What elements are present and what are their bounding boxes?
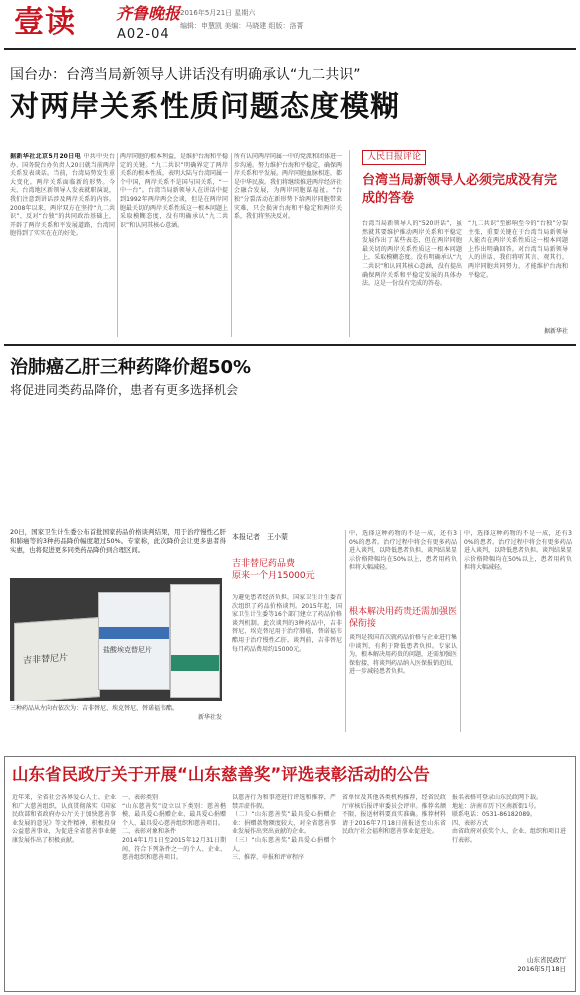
photo-caption-text: 三种药品从左向右依次为：吉非替尼、埃克替尼、替诺福韦酯。 (10, 705, 179, 712)
notice-col4: 省单位及其他各类机构推荐，经省民政厅审核后报评审委员会评审。推荐名额不限，报送材料要真实准确。推荐材料请于2016年7月18日前报送至山东省民政厅社会福利和慈善事业促进处。 (342, 794, 446, 836)
drug-box-2 (98, 592, 170, 690)
side-body: 谈判是我国首次就药品价格与企业进行集中谈判，有利于降低患者负担。专家认为，根本解决用药贵的问题，还需加强医保衔接，将谈判药品纳入医保报销范围，进一步减轻患者负担。 (349, 634, 457, 676)
notice-col3: 以慈善行为和事迹进行评选和推荐，严禁弄虚作假。 （二）“山东慈善奖”最具爱心捐赠企业：捐赠款物额度较大，对全省慈善事业发展作出突出贡献的企业。 （三）“山东慈善奖”最具爱心捐赠个人。 三、推荐、申报和评审程序 (232, 794, 336, 862)
health-body-side-top: 中，选择这种药物的不是一成，还有30%的患者。治疗过程中将会有更多药品进入谈判，以降低患者负担。谈判结果显示价格降幅均在50%以上，患者用药负担将大幅减轻。 (349, 530, 457, 572)
commentary-box (349, 150, 574, 337)
lead-body-col2: 两岸同胞的根本利益，是维护台海和平稳定的关键。“九二共识”明确界定了两岸关系的根本性质，表明大陆与台湾同属一个中国，两岸关系不是国与国关系，“一中一台”。台湾当局新领导人在讲话中提到1992年两岸两会会谈，但是在两岸同胞最关切的两岸关系性质这一根本问题上采取模糊态度，没有明确承认“九二共识”和认同其核心意涵。 (120, 153, 228, 229)
health-body-mid: 为避免患者经济负担，国家卫生计生委首次组织了药品价格谈判。2015年起，国家卫生计生委等16个部门建立了药品价格谈判机制。此次谈判的3种药品中，吉非替尼、埃克替尼用于治疗肺癌，替诺福韦酯用于治疗慢性乙肝。谈判前，吉非替尼每月药品费用约15000元。 (232, 594, 342, 653)
lead-body-col3: 所有认同两岸同属一中的党派和团体进一步沟通。努力维护台海和平稳定，确保两岸关系和平发展。两岸同胞血脉相连，都是中华民族。我们将继续推进两岸经济社会融合发展，为两岸同胞谋福祉。“台独”分裂活动在新形势下给两岸同胞带来灾难，只会损害台海和平稳定和两岸关系，我们将坚决反对。 (234, 153, 342, 221)
commentary-headline: 台湾当局新领导人必须完成没有完成的答卷 (362, 173, 558, 206)
lead-dateline: 据新华社北京5月20日电 (10, 153, 82, 160)
section-title: 壹读 (14, 5, 76, 40)
drug-note-value: 原来一个月15000元 (232, 571, 315, 581)
signature-date: 2016年5月18日 (517, 965, 566, 973)
health-intro: 20日，国家卫生计生委公布首批国家药品价格谈判结果，用于治疗慢性乙肝和肺癌等的3种药品降价幅度超过50%。专家称，此次降价会让更多患者得实惠，也将促进更多同类药品降价到合理区间。 (10, 528, 226, 554)
notice-col2: 一、表彰类别 “山东慈善奖”设立以下类别：慈善楷模、最具爱心捐赠企业、最具爱心捐赠个人、最具爱心慈善组织和慈善项目。 二、表彰对象和条件 2014年1月1日至2015年12月31日期间，符合下列条件之一的个人、企业、慈善组织和慈善项目。 (122, 794, 226, 862)
photo-credit: 新华社发 (197, 714, 222, 721)
commentary-tag: 人民日报评论 (362, 150, 426, 165)
divider (4, 48, 576, 50)
notice-col5: 报名表格可登录山东民政网下载。 地址：济南市历下区南新街1号。 联系电话：0531-86182089。 四、表彰方式 由省政府对获奖个人、企业、组织和项目进行表彰。 (452, 794, 566, 844)
notice-signature (452, 956, 566, 974)
notice-col1: 近年来，全省社会各界爱心人士、企业和广大慈善组织，认真贯彻落实《国家民政部和省政府办公厅关于加快慈善事业发展的意见》等文件精神，积极投身公益慈善事业，为促进全省慈善事业健康发展作出了积极贡献。 (12, 794, 116, 844)
notice-headline: 山东省民政厅关于开展“山东慈善奖”评选表彰活动的公告 (12, 765, 430, 784)
signature-org: 山东省民政厅 (527, 956, 566, 964)
drug-note-title: 吉非替尼药品费 (232, 559, 296, 569)
lead-headline: 对两岸关系性质问题态度模糊 (10, 89, 401, 123)
column-rule (345, 530, 346, 732)
page-number: A02-04 (117, 27, 170, 42)
drug-note (232, 558, 342, 582)
lead-kicker: 国台办：台湾当局新领导人讲话没有明确承认“九二共识” (10, 67, 361, 83)
drug-box-2-label: 盐酸埃克替尼片 (103, 646, 152, 654)
side-title: 根本解决用药贵还需加强医保衔接 (349, 607, 458, 629)
column-rule (231, 153, 232, 337)
drug-box-1 (14, 617, 100, 701)
health-body-right: 中，选择这种药物的不是一成，还有30%的患者。治疗过程中将会有更多药品进入谈判，以降低患者负担。谈判结果显示价格降幅均在50%以上，患者用药负担将大幅减轻。 (464, 530, 572, 572)
drug-box-1-label: 吉非替尼片 (23, 653, 69, 667)
photo-caption (10, 704, 222, 722)
reporter-byline: 本报记者 王小蒙 (232, 533, 288, 541)
drug-box-2-stripe (99, 627, 169, 639)
lead-intro (10, 153, 115, 337)
commentary-body-col2: “九二共识”至影响至今的“台独”分裂主张，重要关键在于台湾当局新领导人能否在两岸关系性质这一根本问题上作出明确回答。对台湾当局新领导人的讲话，我们将听其言、观其行。两岸同胞共同努力，才能维护台海和平稳定。 (468, 220, 568, 279)
column-rule (460, 530, 461, 732)
lead-body-col1: 中共中央台办、国务院台办负责人20日就当前两岸关系发表谈话。当前，台湾局势发生重大变化。两岸关系面临新的形势。今天，台湾地区新领导人发表就职演说，我们注意到讲话涉及两岸关系的内容。2008年以来，两岸双方在坚持“九二共识”、反对“台独”的共同政治基础上，开辟了两岸关系和平发展道路，台湾同胞得到了实实在在的好处。 (10, 153, 115, 238)
drug-box-3 (170, 584, 220, 698)
masthead (4, 3, 576, 47)
commentary-source: 据新华社 (543, 328, 568, 335)
drug-box-3-band (171, 655, 219, 671)
drug-photo (10, 578, 222, 701)
date-line: 2016年5月21日 星期六 (180, 9, 256, 17)
health-subhead: 将促进同类药品降价，患者有更多选择机会 (10, 383, 239, 397)
health-headline: 治肺癌乙肝三种药降价超50% (10, 357, 252, 378)
commentary-body-col1: 台湾当局新领导人的“520讲话”，虽然就其要维护推动两岸关系和平稳定发展作出了某些表态，但在两岸同胞最关切的两岸关系性质这一根本问题上，采取模糊态度。没有明确承认“九二共识”和认同其核心意涵，没有提出确保两岸关系和平稳定发展的具体办法。这是一份没有完成的答卷。 (362, 220, 462, 288)
divider (4, 344, 576, 346)
staff-line: 编辑：申慧凯 美编：马晓建 组版：洛菁 (180, 22, 304, 30)
brand-logo: 齐鲁晚报 (116, 4, 181, 23)
column-rule (117, 153, 118, 337)
